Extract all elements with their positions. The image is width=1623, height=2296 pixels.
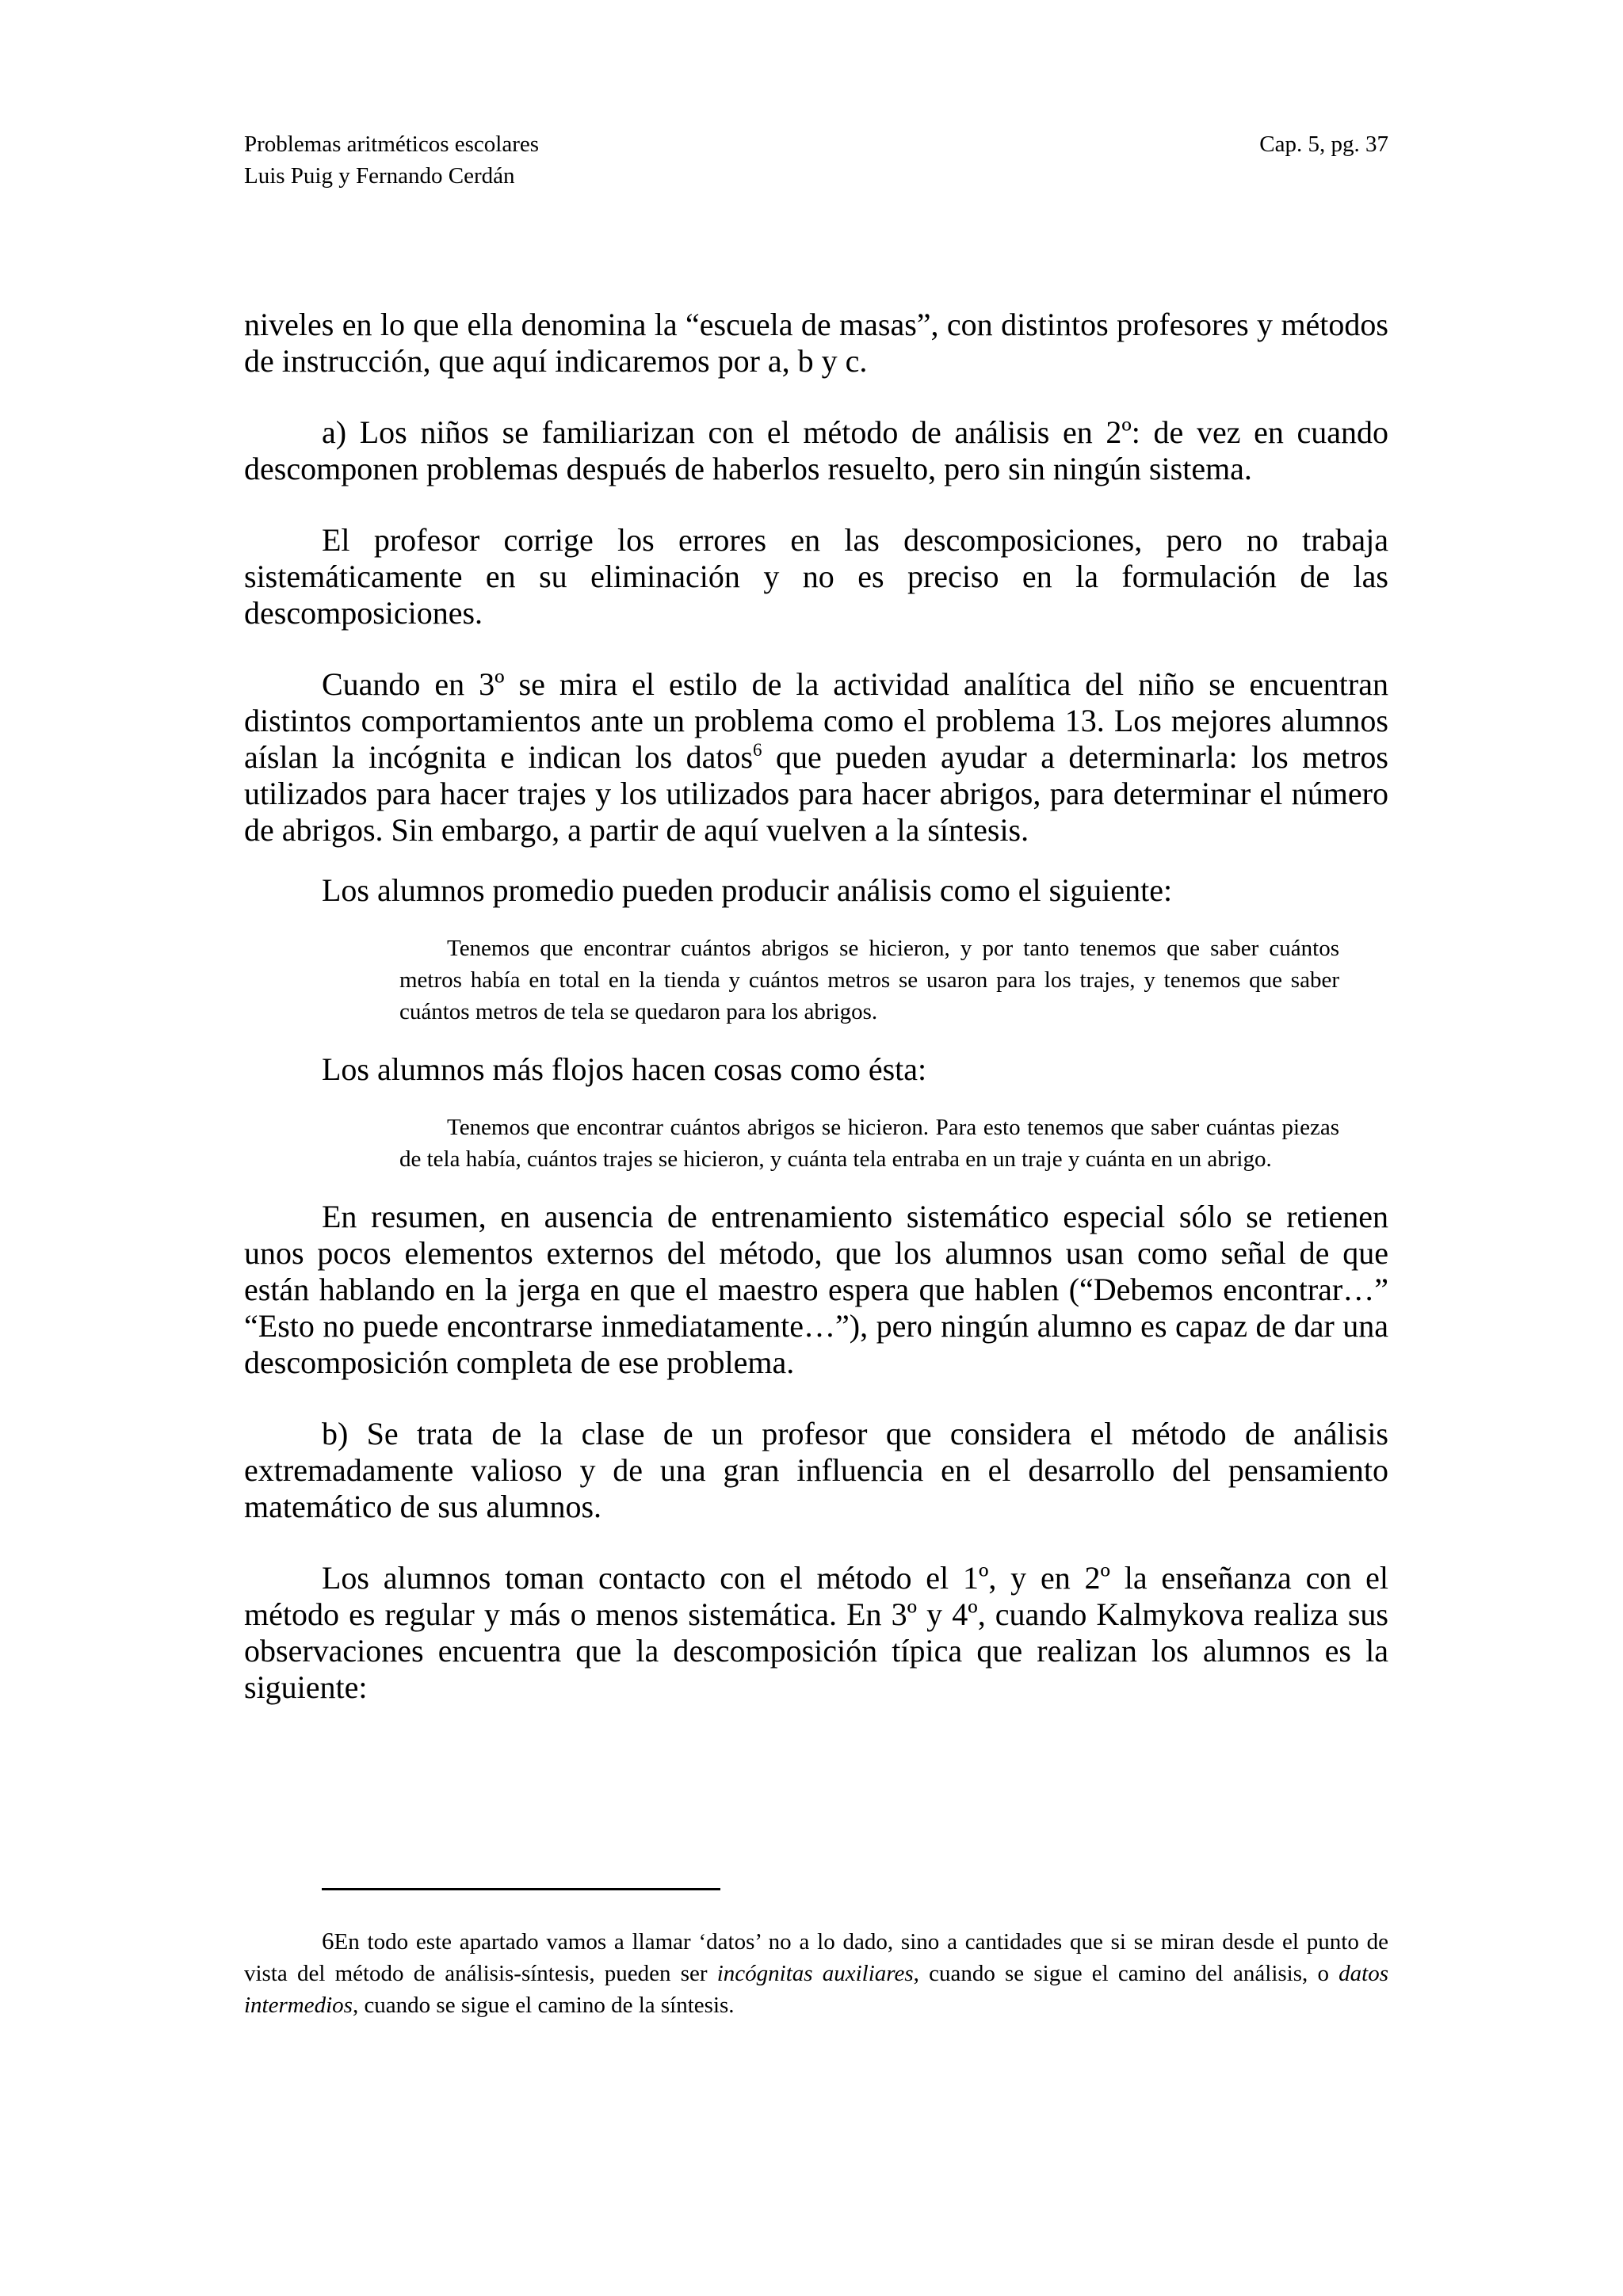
paragraph-5: Los alumnos promedio pueden producir análisis como el siguiente: — [322, 872, 1173, 908]
paragraph-6: Los alumnos más flojos hacen cosas como ésta: — [322, 1051, 927, 1087]
footnote-reference: 6 — [753, 740, 762, 760]
paragraph-4-text-b: que pueden ayudar a determinarla: los metros utilizados para hacer trajes y los utilizados para hacer abrigos, para determinar el número de abrigos. Sin embargo, a partir de aquí vuelven a la síntesis. — [244, 739, 1388, 848]
block-quote-2: Tenemos que encontrar cuántos abrigos se hicieron. Para esto tenemos que saber cuántas piezas de tela había, cuántos trajes se hicieron, y cuánta tela entraba en un traje y cuánta en un abrigo. — [399, 1115, 1339, 1172]
paragraph-1: niveles en lo que ella denomina la “escuela de masas”, con distintos profesores y métodos de instrucción, que aquí indicaremos por a, b y c. — [244, 307, 1388, 379]
block-quote-1: Tenemos que encontrar cuántos abrigos se hicieron, y por tanto tenemos que saber cuántos metros había en total en la tienda y cuántos metros se usaron para los trajes, y tenemos que saber cuántos metros de tela se quedaron para los abrigos. — [399, 936, 1339, 1024]
paragraph-7: En resumen, en ausencia de entrenamiento sistemático especial sólo se retienen unos pocos elementos externos del método, que los alumnos usan como señal de que están hablando en la jerga en que el maestro espera que hablen (“Debemos encontrar…” “Esto no puede encontrarse inmediatamente…”), pero ningún alumno es capaz de dar una descomposición completa de ese problema. — [244, 1199, 1388, 1380]
header-right — [1259, 128, 1388, 160]
paragraph-4-text-a: Cuando en 3º se mira el estilo de la actividad analítica del niño se encuentran distintos comportamientos ante un problema como el problema 13. Los mejores alumnos aíslan la incógnita e indican los datos — [244, 666, 1388, 775]
footnote — [244, 1925, 1388, 2021]
paragraph-2: a) Los niños se familiarizan con el método de análisis en 2º: de vez en cuando descomponen problemas después de haberlos resuelto, pero sin ningún sistema. — [244, 414, 1388, 486]
paragraph-8: b) Se trata de la clase de un profesor que considera el método de análisis extremadamente valioso y de una gran influencia en el desarrollo del pensamiento matemático de sus alumnos. — [244, 1416, 1388, 1524]
footnote-text-c: , cuando se sigue el camino de la síntesis. — [352, 1993, 735, 2018]
paragraph-3: El profesor corrige los errores en las descomposiciones, pero no trabaja sistemáticamente en su eliminación y no es preciso en la formulación de las descomposiciones. — [244, 522, 1388, 631]
paragraph-4 — [244, 666, 1388, 849]
body-text — [244, 307, 1388, 1741]
header-left — [244, 128, 957, 192]
authors: Luis Puig y Fernando Cerdán — [244, 163, 515, 189]
page-reference: Cap. 5, pg. 37 — [1259, 132, 1388, 157]
footnote-text-a: En todo este apartado vamos a llamar ‘datos’ no a lo dado, sino a cantidades que si se miran desde el punto de vista del método de análisis-síntesis, pueden ser — [244, 1929, 1388, 1986]
footnote-divider — [322, 1888, 720, 1890]
book-title: Problemas aritméticos escolares — [244, 132, 540, 157]
footnote-text-b: , cuando se sigue el camino del análisis, o — [913, 1961, 1339, 1986]
footnote-italic-a: incógnitas auxiliares — [716, 1961, 914, 1986]
footnote-italic-b: datos intermedios — [244, 1961, 1388, 2018]
paragraph-9: Los alumnos toman contacto con el método el 1º, y en 2º la enseñanza con el método es regular y más o menos sistemática. En 3º y 4º, cuando Kalmykova realiza sus observaciones encuentra que la descomposición típica que realizan los alumnos es la siguiente: — [244, 1560, 1388, 1705]
footnote-mark: 6 — [322, 1927, 334, 1955]
